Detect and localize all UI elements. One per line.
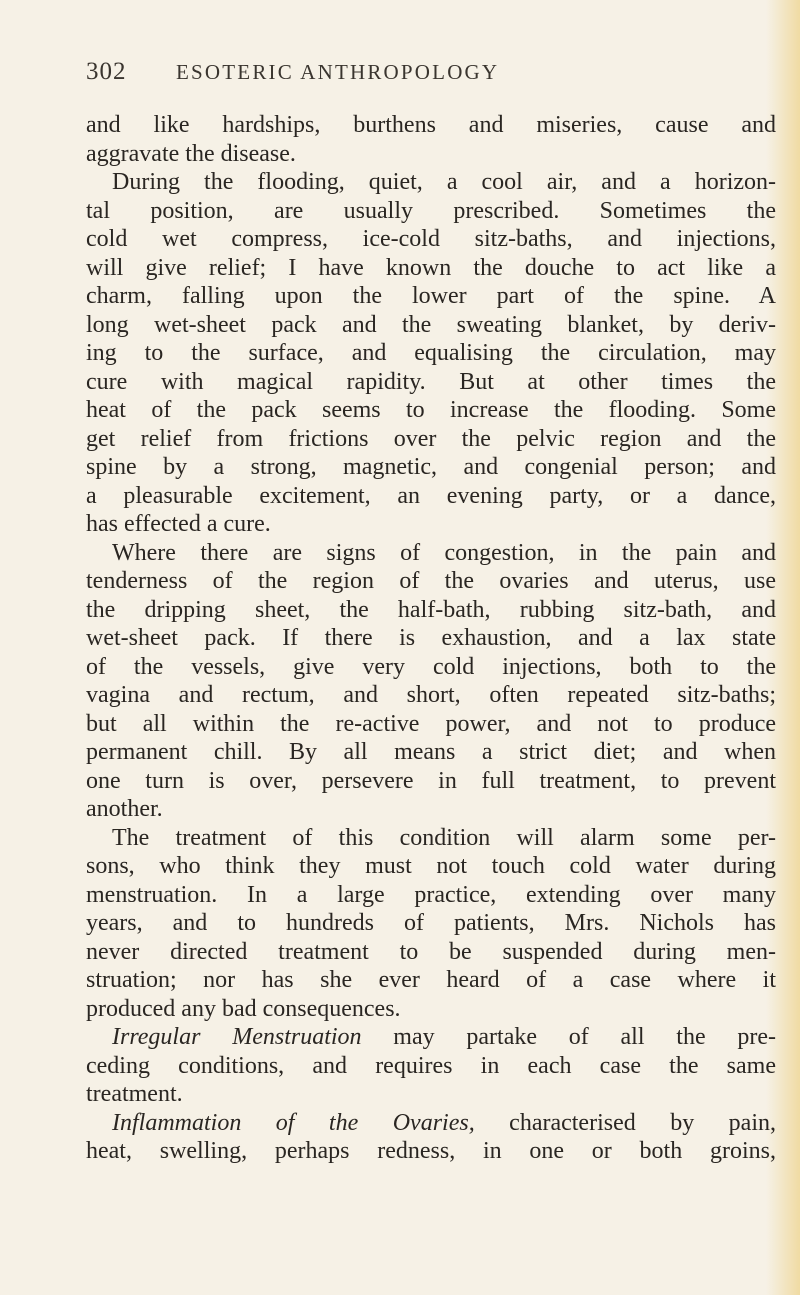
text-run: may partake of all the pre- — [361, 1024, 777, 1050]
text-line: cold wet compress, ice-cold sitz-baths, and injections, — [86, 226, 776, 252]
running-head — [86, 58, 766, 98]
page-number: 302 — [86, 58, 127, 85]
text-line: vagina and rectum, and short, often repeated sitz-baths; — [86, 682, 776, 708]
text-line: one turn is over, persevere in full treatment, to prevent — [86, 767, 776, 794]
text-line: aggravate the disease. — [86, 140, 296, 167]
text-line: permanent chill. By all means a strict diet; and when — [86, 739, 776, 765]
text-line: long wet-sheet pack and the sweating blanket, by deriv- — [86, 311, 776, 338]
text-line: heat, swelling, perhaps redness, in one or both groins, — [86, 1138, 776, 1164]
text-line: struation; nor has she ever heard of a case where it — [86, 967, 776, 993]
text-line: the dripping sheet, the half-bath, rubbing sitz-bath, and — [86, 596, 776, 623]
text-line: wet-sheet pack. If there is exhaustion, and a lax state — [86, 625, 776, 651]
text-line: has effected a cure. — [86, 511, 271, 537]
text-line: another. — [86, 796, 163, 822]
text-line: The treatment of this condition will alarm some per- — [112, 824, 776, 851]
text-line: spine by a strong, magnetic, and congenial person; and — [86, 454, 776, 480]
text-line: Where there are signs of congestion, in the pain and — [112, 539, 776, 566]
running-title: ESOTERIC ANTHROPOLOGY — [176, 60, 500, 84]
italic-term: Inflammation of the Ovaries, — [112, 1109, 475, 1136]
text-run: characterised by pain, — [474, 1109, 776, 1136]
text-line: During the flooding, quiet, a cool air, and a horizon- — [112, 169, 776, 195]
text-line: ceding conditions, and requires in each case the same — [86, 1052, 776, 1079]
text-line: sons, who think they must not touch cold water during — [86, 853, 776, 879]
text-line: treatment. — [86, 1081, 183, 1107]
text-line: never directed treatment to be suspended during men- — [86, 938, 776, 965]
text-line: get relief from frictions over the pelvic region and the — [86, 425, 776, 452]
text-line: menstruation. In a large practice, extending over many — [86, 881, 776, 908]
text-line — [86, 1023, 776, 1052]
text-line: cure with magical rapidity. But at other times the — [86, 368, 776, 395]
text-line: and like hardships, burthens and miseries, cause and — [86, 112, 776, 138]
text-line: a pleasurable excitement, an evening party, or a dance, — [86, 482, 776, 509]
text-line: heat of the pack seems to increase the flooding. Some — [86, 397, 776, 423]
text-line: charm, falling upon the lower part of the spine. A — [86, 283, 776, 309]
text-line: of the vessels, give very cold injections, both to the — [86, 653, 776, 680]
italic-term: Irregular Menstruation — [112, 1024, 362, 1050]
text-line: but all within the re-active power, and not to produce — [86, 710, 776, 737]
text-line: will give relief; I have known the douche to act like a — [86, 254, 776, 281]
text-line: ing to the surface, and equalising the circulation, may — [86, 340, 776, 366]
text-line: years, and to hundreds of patients, Mrs. Nichols has — [86, 910, 776, 936]
text-line — [86, 1109, 776, 1138]
text-line: produced any bad consequences. — [86, 995, 401, 1022]
text-line: tal position, are usually prescribed. Sometimes the — [86, 197, 776, 224]
text-line: tenderness of the region of the ovaries and uterus, use — [86, 568, 776, 594]
body-text — [86, 111, 776, 1166]
